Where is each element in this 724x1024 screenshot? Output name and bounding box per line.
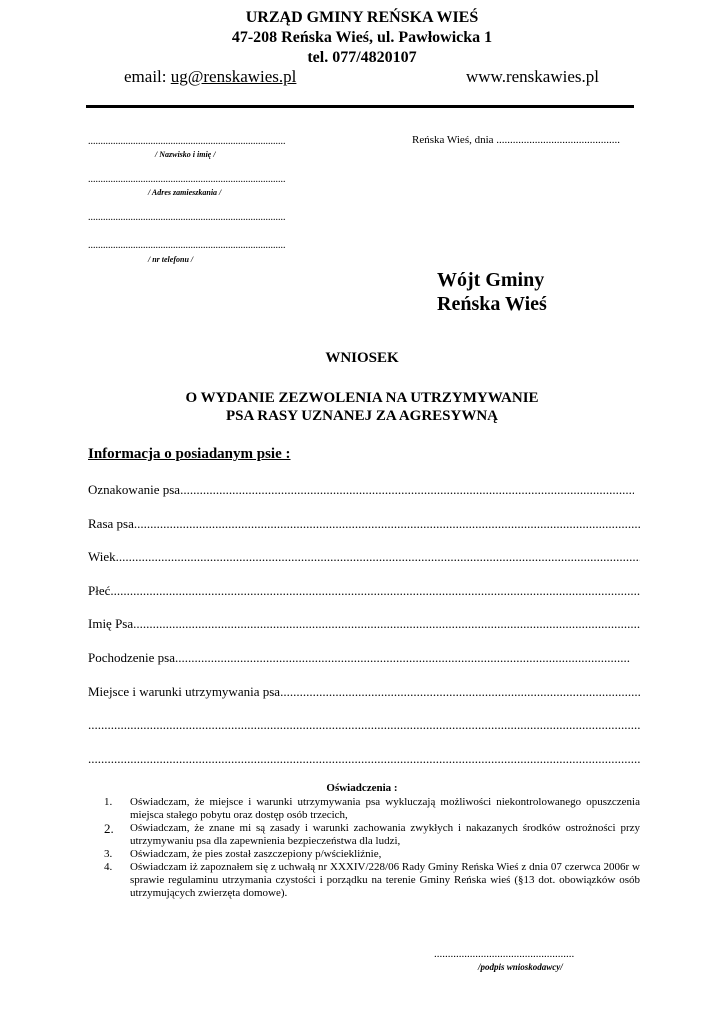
office-phone: tel. 077/4820107	[307, 49, 417, 66]
field-age[interactable]	[88, 549, 640, 565]
addressee-line-1: Wójt Gminy	[437, 269, 545, 291]
declaration-number: 1.	[104, 796, 113, 808]
field-marking[interactable]	[88, 482, 634, 498]
field-label: Rasa psa	[88, 516, 134, 531]
field-dots[interactable]	[134, 516, 640, 532]
field-breed[interactable]	[88, 516, 640, 532]
field-dots[interactable]	[110, 583, 640, 599]
declaration-text: Oświadczam, że miejsce i warunki utrzymywania psa wykluczają możliwości niekontrolowanego opuszczenia miejsca stałego pobytu oraz dostęp osób trzecich,	[130, 796, 640, 821]
email-line	[124, 67, 296, 87]
address-dots-2[interactable]: ...............................................................................	[88, 212, 286, 223]
signature-caption: /podpis wnioskodawcy/	[478, 962, 563, 972]
section-heading: Informacja o posiadanym psie :	[88, 446, 291, 462]
declaration-item	[104, 796, 640, 822]
declaration-text: Oświadczam, że pies został zaszczepiony p/wściekliźnie,	[130, 848, 382, 860]
document-subtitle-1: O WYDANIE ZEZWOLENIA NA UTRZYMYWANIE	[185, 390, 539, 406]
declaration-item	[104, 848, 640, 861]
field-sex[interactable]	[88, 583, 640, 599]
field-label: Miejsce i warunki utrzymywania psa	[88, 684, 281, 699]
field-dots[interactable]	[180, 482, 634, 498]
declarations-heading: Oświadczenia :	[326, 782, 398, 794]
email-label: email:	[124, 67, 167, 86]
field-label: Imię Psa	[88, 616, 134, 631]
declaration-number: 4.	[104, 861, 113, 873]
field-dog-name[interactable]	[88, 616, 640, 632]
website[interactable]: www.renskawies.pl	[466, 67, 599, 86]
declaration-item	[104, 861, 640, 900]
field-continuation-2[interactable]	[88, 751, 640, 767]
declaration-item	[104, 822, 640, 848]
office-address: 47-208 Reńska Wieś, ul. Pawłowicka 1	[231, 29, 493, 46]
field-dots[interactable]	[175, 650, 630, 666]
field-dots[interactable]	[133, 616, 640, 632]
phone-caption: / nr telefonu /	[148, 255, 194, 264]
signature-dots[interactable]: ...................................................	[434, 948, 575, 960]
address-dots-1[interactable]: ...............................................................................	[88, 174, 286, 185]
declaration-number: 2.	[104, 821, 114, 836]
field-label: Oznakowanie psa	[88, 482, 181, 497]
declaration-text: Oświadczam, że znane mi są zasady i warunki zachowania zwykłych i nakazanych środków ostrożności przy utrzymywaniu psa dla zapewnienia bezpieczeństwa dla ludzi,	[130, 822, 640, 847]
field-dots[interactable]	[88, 717, 640, 733]
declaration-number: 3.	[104, 848, 113, 860]
header-divider	[86, 105, 634, 108]
address-caption: / Adres zamieszkania /	[148, 188, 222, 197]
field-continuation-1[interactable]	[88, 717, 640, 733]
addressee-line-2: Reńska Wieś	[437, 293, 547, 315]
phone-dots[interactable]: ...............................................................................	[88, 240, 286, 251]
field-label: Pochodzenie psa	[88, 650, 176, 665]
place-date[interactable]: Reńska Wieś, dnia .............................................	[412, 134, 621, 146]
name-dots[interactable]: ...............................................................................	[88, 136, 286, 147]
email-link[interactable]: ug@renskawies.pl	[170, 67, 297, 86]
field-label: Płeć	[88, 583, 111, 598]
name-caption: / Nazwisko i imię /	[155, 150, 216, 159]
field-origin[interactable]	[88, 650, 630, 666]
declaration-text: Oświadczam iż zapoznałem się z uchwałą nr XXXIV/228/06 Rady Gminy Reńska Wieś z dnia 07 czerwca 2006r w sprawie regulaminu utrzymania czystości i porządku na terenie Gminy Reńska wieś (§13 dot. obowiązków osób utrzymujących zwierzęta domowe).	[130, 861, 640, 899]
declarations-list	[104, 796, 640, 900]
field-keeping-conditions[interactable]	[88, 684, 640, 700]
document-title: WNIOSEK	[325, 350, 399, 366]
document-subtitle-2: PSA RASY UZNANEJ ZA AGRESYWNĄ	[226, 408, 498, 424]
field-dots[interactable]	[116, 549, 640, 565]
field-dots[interactable]	[88, 751, 640, 767]
field-label: Wiek	[88, 549, 116, 564]
office-name: URZĄD GMINY REŃSKA WIEŚ	[245, 9, 479, 26]
field-dots[interactable]	[280, 684, 640, 700]
